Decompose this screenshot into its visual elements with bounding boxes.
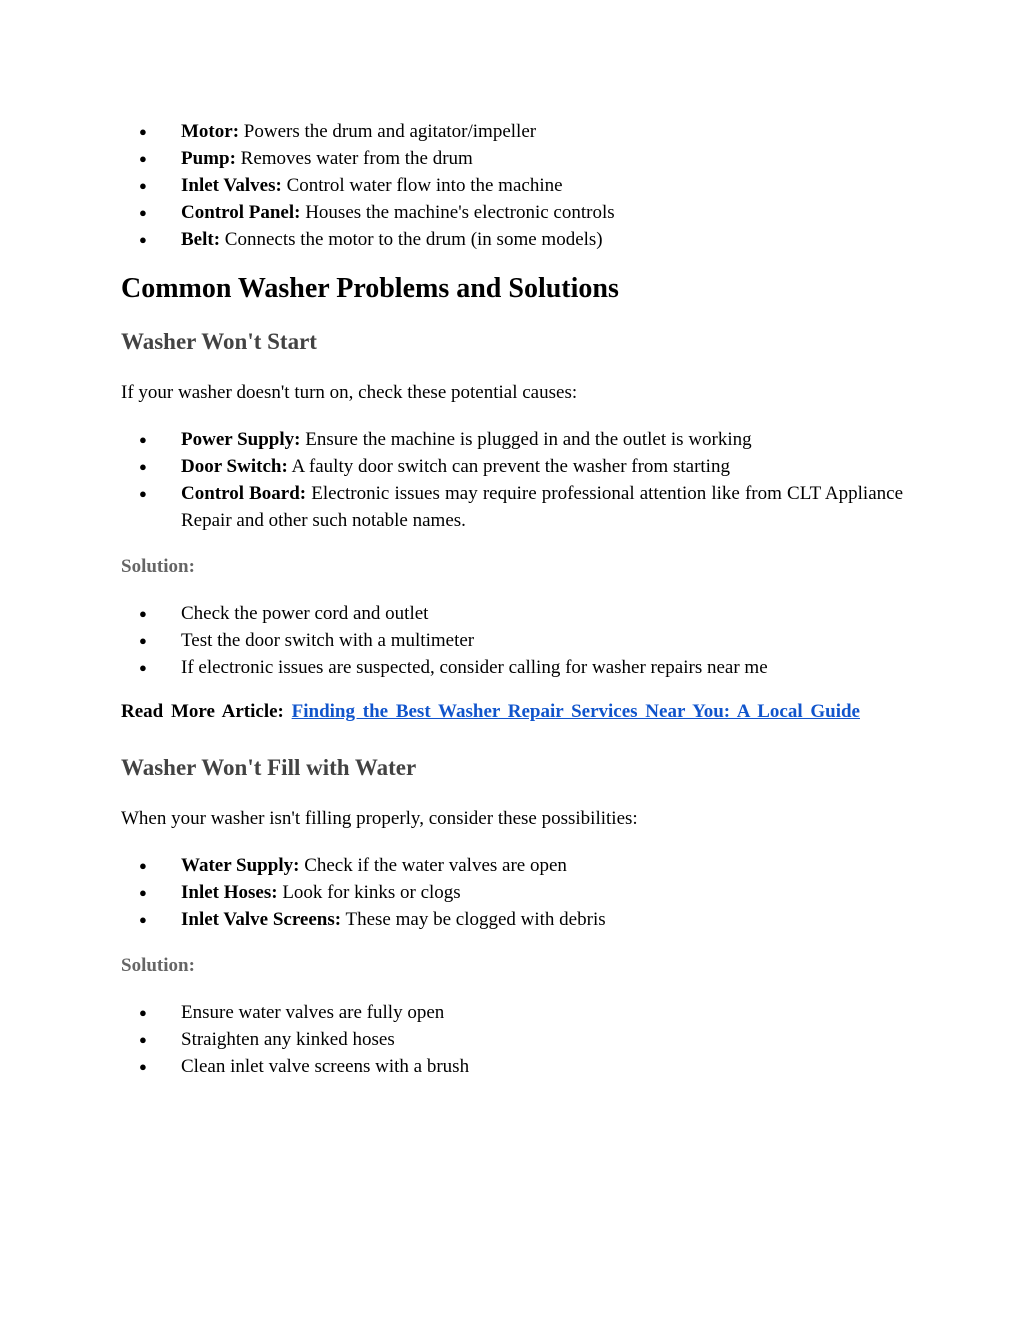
bullet-icon: ● — [139, 858, 147, 873]
bullet-icon: ● — [139, 1032, 147, 1047]
bullet-icon: ● — [139, 606, 147, 621]
wont-start-intro: If your washer doesn't turn on, check these potential causes: — [121, 382, 578, 403]
bullet-icon: ● — [139, 459, 147, 474]
bullet-icon: ● — [139, 1005, 147, 1020]
bullet-icon: ● — [139, 124, 147, 139]
list-item: ● Ensure water valves are fully open — [121, 999, 903, 1026]
bullet-icon: ● — [139, 178, 147, 193]
heading-wont-fill: Washer Won't Fill with Water — [121, 755, 417, 780]
wont-start-solutions-list — [121, 600, 903, 681]
list-item: ● Power Supply: Ensure the machine is plugged in and the outlet is working — [121, 426, 903, 453]
list-item: ● Pump: Removes water from the drum — [121, 145, 903, 172]
components-list — [121, 118, 903, 253]
read-more-label: Read More Article: — [121, 701, 292, 722]
bullet-icon: ● — [139, 232, 147, 247]
bullet-icon: ● — [139, 432, 147, 447]
bullet-icon: ● — [139, 912, 147, 927]
list-item: ● Clean inlet valve screens with a brush — [121, 1053, 903, 1080]
wont-fill-solution-label: Solution: — [121, 955, 195, 976]
wont-fill-solutions-list — [121, 999, 903, 1080]
bullet-icon: ● — [139, 660, 147, 675]
wont-fill-causes-list — [121, 852, 903, 933]
list-item: ● Inlet Valve Screens: These may be clogged with debris — [121, 906, 903, 933]
section-title: Common Washer Problems and Solutions — [121, 273, 619, 304]
list-item: ● Test the door switch with a multimeter — [121, 627, 903, 654]
wont-start-solution-label: Solution: — [121, 556, 195, 577]
document-page — [121, 118, 903, 1080]
list-item: ● Door Switch: A faulty door switch can prevent the washer from starting — [121, 453, 903, 480]
list-item: ● If electronic issues are suspected, consider calling for washer repairs near me — [121, 654, 903, 681]
wont-start-causes-list — [121, 426, 903, 534]
bullet-icon: ● — [139, 633, 147, 648]
bullet-icon: ● — [139, 885, 147, 900]
list-item: ● Inlet Valves: Control water flow into the machine — [121, 172, 903, 199]
list-item: ● Motor: Powers the drum and agitator/impeller — [121, 118, 903, 145]
bullet-icon: ● — [139, 1059, 147, 1074]
bullet-icon: ● — [139, 205, 147, 220]
list-item: ● Inlet Hoses: Look for kinks or clogs — [121, 879, 903, 906]
heading-wont-start: Washer Won't Start — [121, 329, 317, 354]
list-item: ● Control Board: Electronic issues may require professional attention like from CLT Appliance Repair and other such notable names. — [121, 480, 903, 534]
bullet-icon: ● — [139, 151, 147, 166]
list-item: ● Control Panel: Houses the machine's electronic controls — [121, 199, 903, 226]
read-more-paragraph — [121, 695, 903, 729]
list-item: ● Check the power cord and outlet — [121, 600, 903, 627]
list-item: ● Water Supply: Check if the water valves are open — [121, 852, 903, 879]
bullet-icon: ● — [139, 486, 147, 501]
list-item: ● Belt: Connects the motor to the drum (in some models) — [121, 226, 903, 253]
list-item: ● Straighten any kinked hoses — [121, 1026, 903, 1053]
wont-fill-intro: When your washer isn't filling properly, consider these possibilities: — [121, 808, 638, 829]
read-more-link[interactable]: Finding the Best Washer Repair Services Near You: A Local Guide — [291, 701, 860, 722]
